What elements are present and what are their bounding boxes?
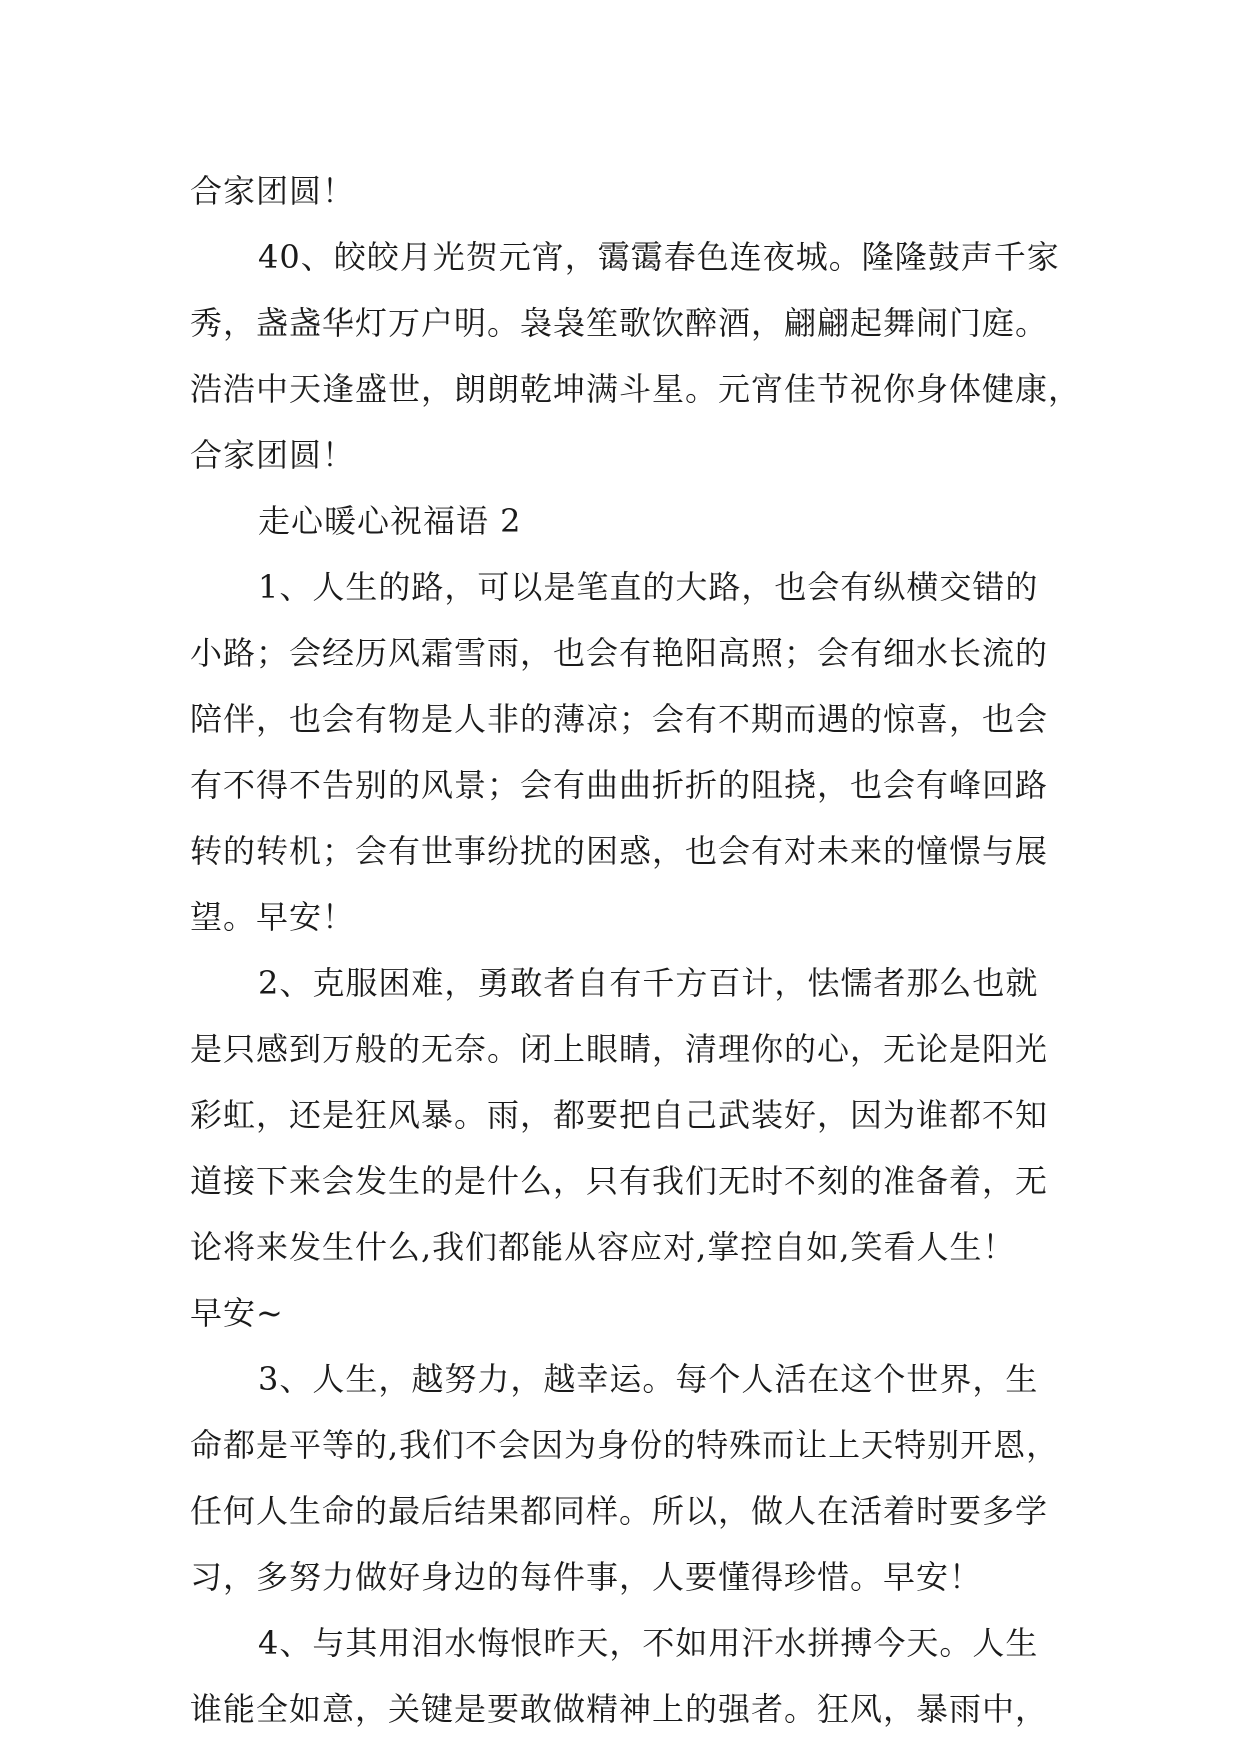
text-line: 有不得不告别的风景；会有曲曲折折的阻挠，也会有峰回路 [190,766,1049,804]
text-line: 早安~ [190,1294,284,1332]
text-line: 4、与其用泪水悔恨昨天，不如用汗水拼搏今天。人生 [258,1624,1039,1662]
section-heading: 走心暖心祝福语 2 [258,502,522,540]
text-line: 命都是平等的,我们不会因为身份的特殊而让上天特别开恩， [190,1426,1060,1464]
text-line: 习，多努力做好身边的每件事，人要懂得珍惜。早安！ [190,1558,983,1596]
text-line: 望。早安！ [190,898,356,936]
text-line: 1、人生的路，可以是笔直的大路，也会有纵横交错的 [258,568,1039,606]
text-line: 陪伴，也会有物是人非的薄凉；会有不期而遇的惊喜，也会 [190,700,1049,738]
document-body [190,158,1082,1742]
text-line: 小路；会经历风霜雪雨，也会有艳阳高照；会有细水长流的 [190,634,1049,672]
text-line: 彩虹，还是狂风暴。雨，都要把自己武装好，因为谁都不知 [190,1096,1049,1134]
text-line: 任何人生命的最后结果都同样。所以，做人在活着时要多学 [190,1492,1049,1530]
text-line: 2、克服困难，勇敢者自有千方百计，怯懦者那么也就 [258,964,1039,1002]
text-line: 谁能全如意，关键是要敢做精神上的强者。狂风，暴雨中， [190,1690,1049,1728]
text-line: 是只感到万般的无奈。闭上眼睛，清理你的心，无论是阳光 [190,1030,1049,1068]
text-line: 转的转机；会有世事纷扰的困惑，也会有对未来的憧憬与展 [190,832,1049,870]
text-line: 合家团圆！ [190,172,356,210]
text-line: 合家团圆！ [190,436,356,474]
text-line: 3、人生，越努力，越幸运。每个人活在这个世界，生 [258,1360,1039,1398]
text-line: 论将来发生什么,我们都能从容应对,掌控自如,笑看人生！ [190,1228,1016,1266]
text-line: 秀，盏盏华灯万户明。袅袅笙歌饮醉酒，翩翩起舞闹门庭。 [190,304,1049,342]
text-line: 道接下来会发生的是什么，只有我们无时不刻的准备着，无 [190,1162,1049,1200]
text-line: 40、皎皎月光贺元宵，霭霭春色连夜城。隆隆鼓声千家 [258,238,1060,276]
text-line: 浩浩中天逢盛世，朗朗乾坤满斗星。元宵佳节祝你身体健康， [190,370,1082,408]
